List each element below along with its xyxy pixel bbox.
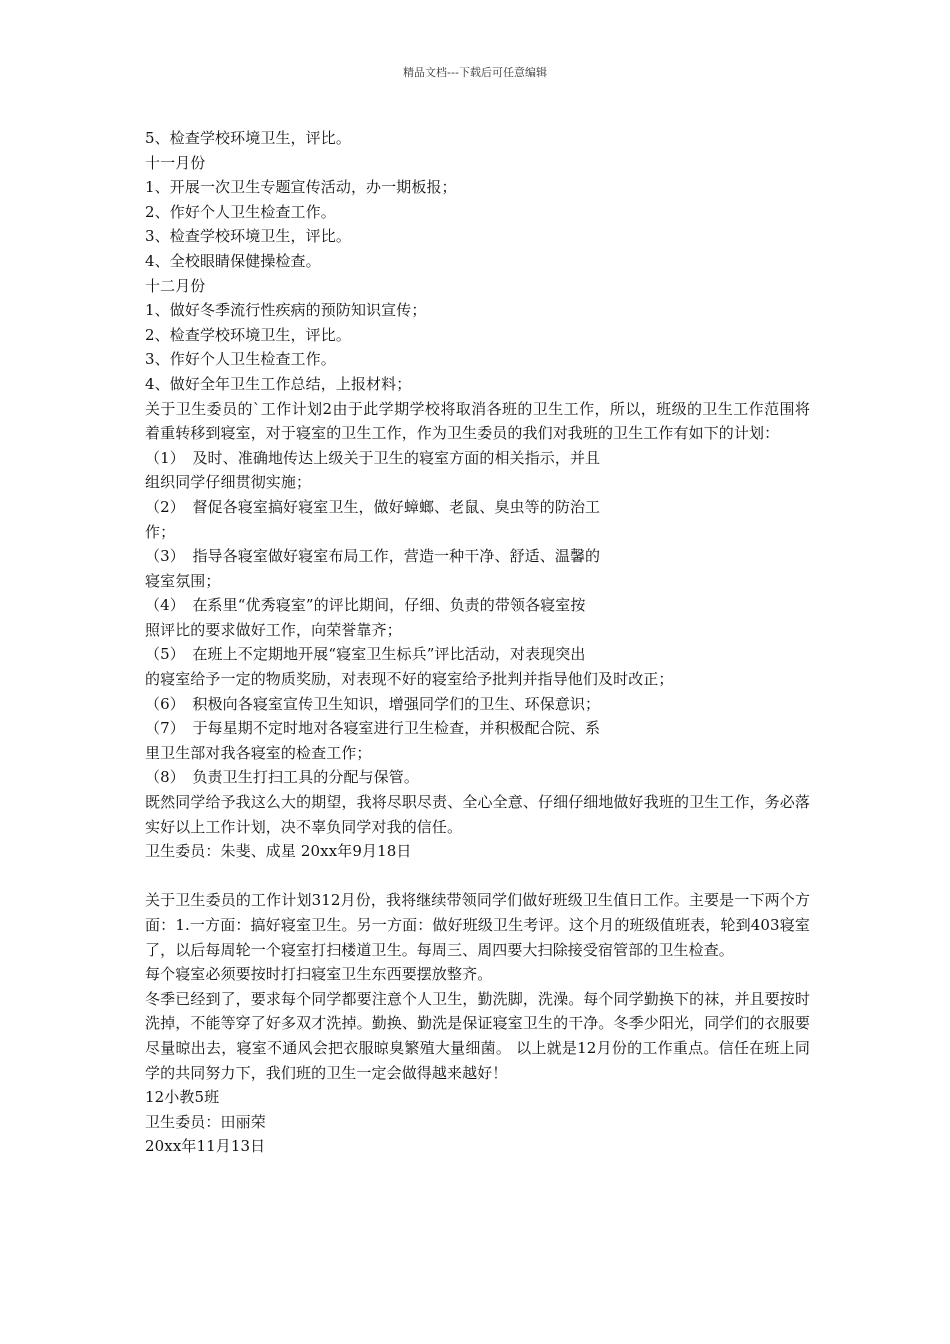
plan-item: （7） 于每星期不定时地对各寝室进行卫生检查，并积极配合院、系 xyxy=(145,719,601,738)
text-line: 1、开展一次卫生专题宣传活动，办一期板报； xyxy=(145,178,457,197)
section-heading-december: 十二月份 xyxy=(145,276,206,295)
plan-item-cont: 组织同学仔细贯彻实施； xyxy=(145,473,312,492)
text-line: 2、检查学校环境卫生，评比。 xyxy=(145,325,351,344)
plan-item: （6） 积极向各寝室宣传卫生知识，增强同学们的卫生、环保意识； xyxy=(145,694,601,713)
plan-item-cont: 照评比的要求做好工作，向荣誉靠齐； xyxy=(145,620,402,639)
plan-3-intro: 关于卫生委员的工作计划312月份，我将继续带领同学们做好班级卫生值日工作。主要是一下两个方面：1.一方面：搞好寝室卫生。另一方面：做好班级卫生考评。这个月的班级值班表，轮到403寝室了，以后每周轮一个寝室打扫楼道卫生。每周三、周四要大扫除接受宿管部的卫生检查。 xyxy=(145,891,810,959)
plan-item: （4） 在系里“优秀寝室”的评比期间，仔细、负责的带领各寝室按 xyxy=(145,596,586,615)
plan-3-date: 20xx年11月13日 xyxy=(145,1137,266,1156)
text-line: 3、作好个人卫生检查工作。 xyxy=(145,350,336,369)
plan-item-cont: 里卫生部对我各寝室的检查工作； xyxy=(145,743,372,762)
text-line: 2、作好个人卫生检查工作。 xyxy=(145,202,336,221)
text-line: 1、做好冬季流行性疾病的预防知识宣传； xyxy=(145,301,427,320)
plan-2-intro: 关于卫生委员的`工作计划2由于此学期学校将取消各班的卫生工作，所以，班级的卫生工作范围将着重转移到寝室，对于寝室的卫生工作，作为卫生委员的我们对我班的卫生工作有如下的计划： xyxy=(145,399,810,443)
text-line: 4、做好全年卫生工作总结，上报材料； xyxy=(145,374,412,393)
plan-item-cont: 的寝室给予一定的物质奖励，对表现不好的寝室给予批判并指导他们及时改正； xyxy=(145,670,674,689)
text-line: 3、检查学校环境卫生，评比。 xyxy=(145,227,351,246)
section-heading-november: 十一月份 xyxy=(145,153,206,172)
text-line: 4、全校眼睛保健操检查。 xyxy=(145,251,321,270)
class-name: 12小教5班 xyxy=(145,1088,220,1107)
plan-item-cont: 寝室氛围； xyxy=(145,571,221,590)
plan-2-closing: 既然同学给予我这么大的期望，我将尽职尽责、全心全意、仔细仔细地做好我班的卫生工作，务必落实好以上工作计划，决不辜负同学对我的信任。 xyxy=(145,793,810,836)
plan-item: （2） 督促各寝室搞好寝室卫生，做好蟑螂、老鼠、臭虫等的防治工 xyxy=(145,497,601,516)
plan-3-body: 冬季已经到了，要求每个同学都要注意个人卫生，勤洗脚，洗澡。每个同学勤换下的袜，并且要按时洗掉，不能等穿了好多双才洗掉。勤换、勤洗是保证寝室卫生的干净。冬季少阳光，同学们的衣服要尽量晾出去，寝室不通风会把衣服晾臭繁殖大量细菌。 以上就是12月份的工作重点。信任在班上同学的共同努力下，我们班的卫生一定会做得越来越好！ xyxy=(145,989,810,1082)
blank-line xyxy=(145,864,810,889)
plan-item: （8） 负责卫生打扫工具的分配与保管。 xyxy=(145,768,419,787)
plan-item: （1） 及时、准确地传达上级关于卫生的寝室方面的相关指示，并且 xyxy=(145,448,601,467)
plan-2-signature: 卫生委员：朱斐、成星 20xx年9月18日 xyxy=(145,842,412,861)
plan-3-signature: 卫生委员：田丽荣 xyxy=(145,1112,266,1131)
text-line: 每个寝室必须要按时打扫寝室卫生东西要摆放整齐。 xyxy=(145,965,493,984)
plan-item: （5） 在班上不定期地开展“寝室卫生标兵”评比活动，对表现突出 xyxy=(145,645,586,664)
page-header: 精品文档---下载后可任意编辑 xyxy=(403,66,547,79)
plan-item: （3） 指导各寝室做好寝室布局工作，营造一种干净、舒适、温馨的 xyxy=(145,547,601,566)
text-line: 5、检查学校环境卫生，评比。 xyxy=(145,129,351,147)
document-body xyxy=(145,126,810,1159)
plan-item-cont: 作； xyxy=(145,522,176,541)
